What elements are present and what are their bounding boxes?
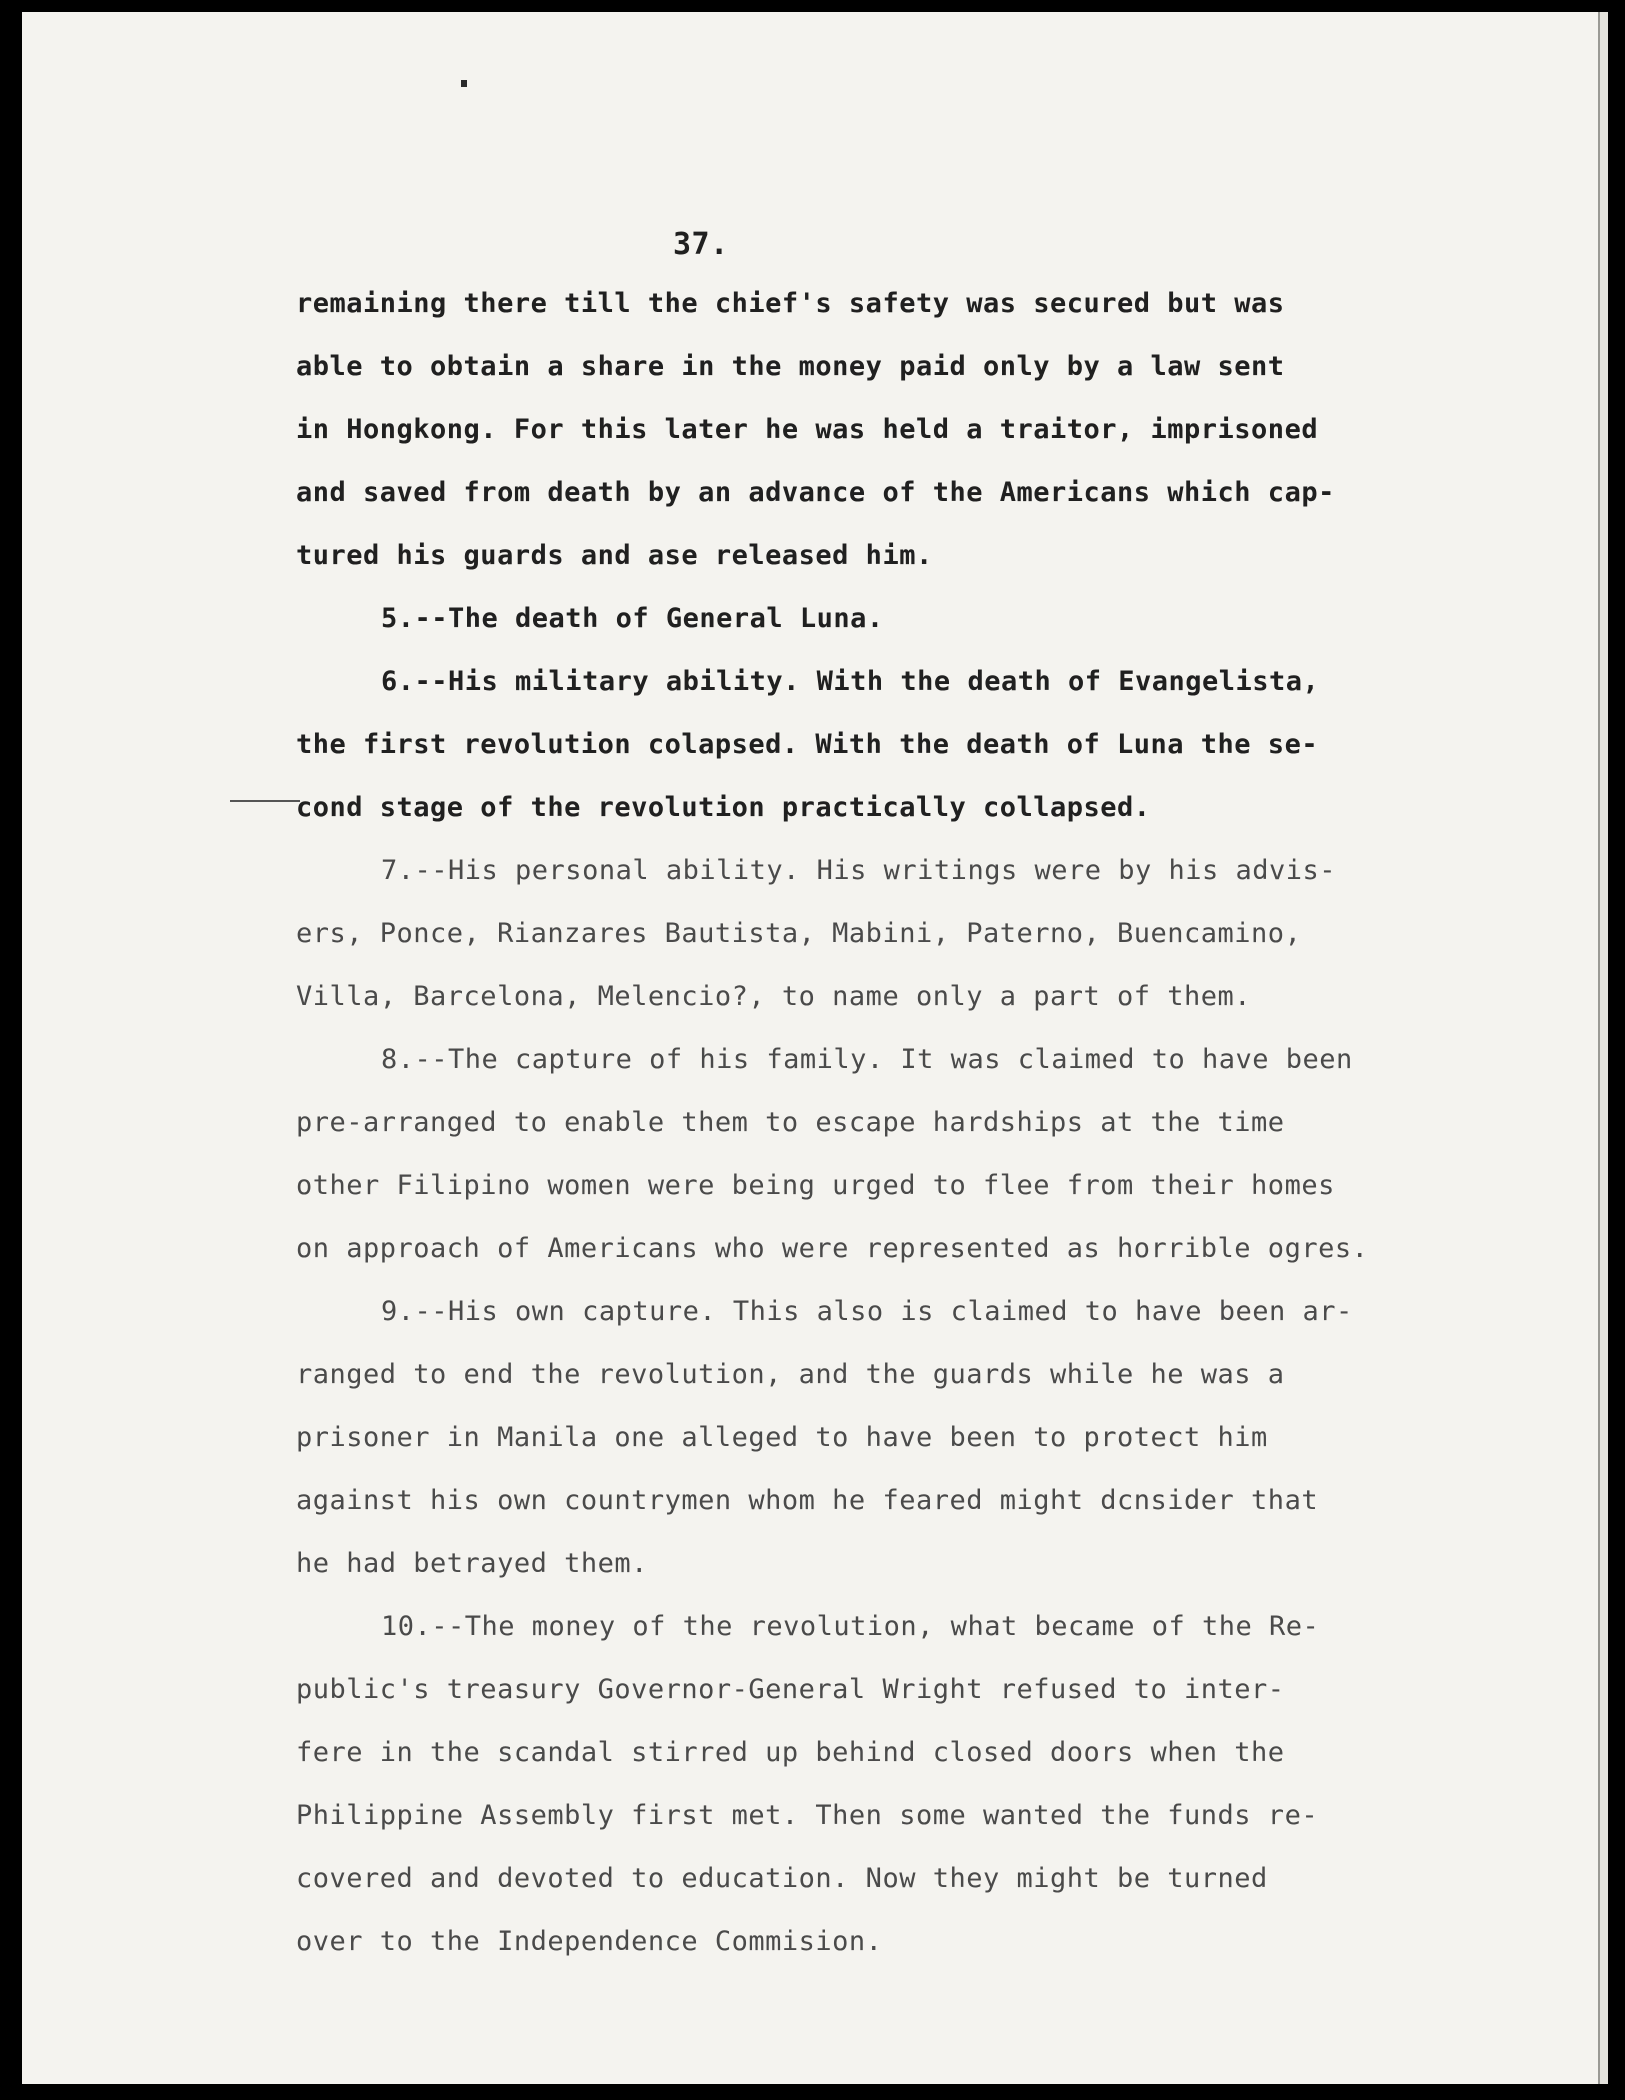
list-item-heading: 6.--His military ability. With the death of Evangelista, (381, 666, 1320, 697)
list-item-heading: 5.--The death of General Luna. (381, 603, 884, 634)
text-line: remaining there till the chief's safety was secured but was (296, 288, 1285, 319)
text-line: pre-arranged to enable them to escape hardships at the time (296, 1107, 1285, 1138)
text-line: Philippine Assembly first met. Then some wanted the funds re- (296, 1800, 1319, 1831)
text-line: public's treasury Governor-General Wright refused to inter- (296, 1674, 1285, 1705)
text-line: against his own countrymen whom he feared might dcnsider that (296, 1485, 1319, 1516)
list-item-heading: 8.--The capture of his family. It was claimed to have been (381, 1044, 1353, 1075)
list-item-heading: 7.--His personal ability. His writings were by his advis- (381, 855, 1337, 886)
text-line: able to obtain a share in the money paid only by a law sent (296, 351, 1285, 382)
text-line: tured his guards and ase released him. (296, 540, 933, 571)
text-line: in Hongkong. For this later he was held a traitor, imprisoned (296, 414, 1319, 445)
text-line: on approach of Americans who were represented as horrible ogres. (296, 1233, 1369, 1264)
text-line: cond stage of the revolution practically collapsed. (296, 792, 1151, 823)
text-line: Villa, Barcelona, Melencio?, to name only a part of them. (296, 981, 1252, 1012)
text-line: other Filipino women were being urged to flee from their homes (296, 1170, 1335, 1201)
page-edge (1598, 12, 1608, 2084)
margin-tick (230, 800, 300, 802)
text-line: ranged to end the revolution, and the guards while he was a (296, 1359, 1285, 1390)
text-line: prisoner in Manila one alleged to have been to protect him (296, 1422, 1268, 1453)
text-line: ers, Ponce, Rianzares Bautista, Mabini, Paterno, Buencamino, (296, 918, 1302, 949)
page-number: 37. (673, 227, 729, 262)
text-line: fere in the scandal stirred up behind closed doors when the (296, 1737, 1285, 1768)
text-line: he had betrayed them. (296, 1548, 648, 1579)
text-line: over to the Independence Commision. (296, 1926, 883, 1957)
list-item-heading: 9.--His own capture. This also is claimed to have been ar- (381, 1296, 1353, 1327)
text-line: and saved from death by an advance of the Americans which cap- (296, 477, 1335, 508)
text-line: covered and devoted to education. Now they might be turned (296, 1863, 1268, 1894)
punch-dot (461, 80, 467, 87)
text-line: the first revolution colapsed. With the death of Luna the se- (296, 729, 1319, 760)
list-item-heading: 10.--The money of the revolution, what became of the Re- (381, 1611, 1320, 1642)
